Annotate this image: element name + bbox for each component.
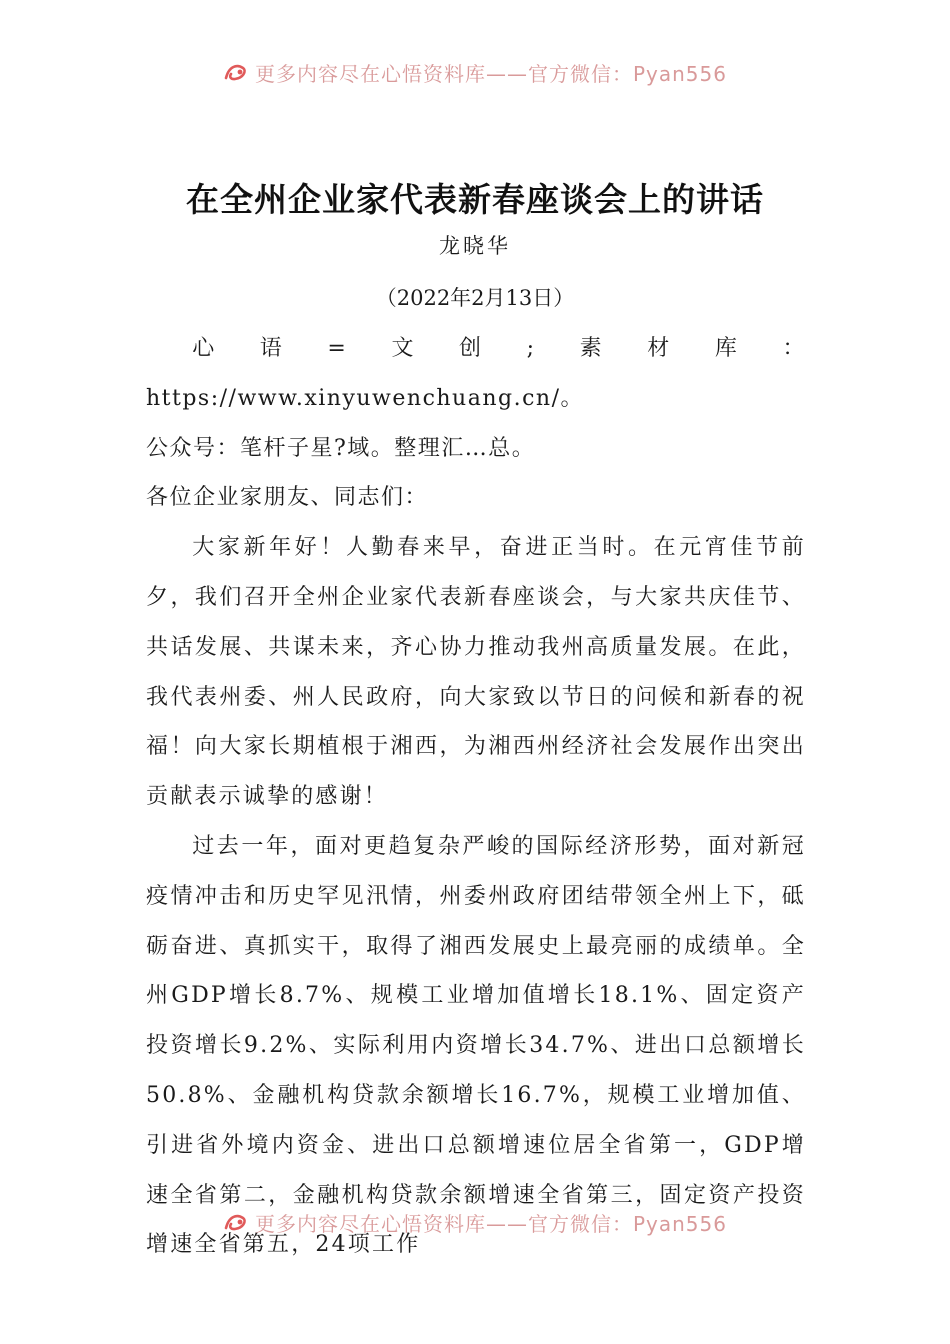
- source-line: 心语=文创;素材库：https://www.xinyuwenchuang.cn/。: [146, 336, 806, 411]
- author-name: 龙晓华: [439, 234, 511, 258]
- footer-watermark: [0, 1208, 950, 1239]
- watermark-logo-icon: [223, 62, 249, 89]
- public-account-line: 公众号：笔杆子星?域。整理汇…总。: [146, 435, 536, 461]
- document-body: [146, 324, 806, 1270]
- paragraph: 大家新年好！人勤春来早，奋进正当时。在元宵佳节前夕，我们召开全州企业家代表新春座谈会，与大家共庆佳节、共话发展、共谋未来，齐心协力推动我州高质量发展。在此，我代表州委、州人民政府，向大家致以节日的问候和新春的祝福！向大家长期植根于湘西，为湘西州经济社会发展作出突出贡献表示诚挚的感谢！: [146, 535, 806, 810]
- watermark-logo-icon: [223, 1212, 249, 1239]
- watermark-text: 更多内容尽在心悟资料库——官方微信：Pyan556: [254, 1212, 727, 1236]
- speech-date: （2022年2月13日）: [375, 286, 575, 310]
- header-watermark: [0, 58, 950, 89]
- salutation: 各位企业家朋友、同志们：: [146, 485, 429, 511]
- watermark-text: 更多内容尽在心悟资料库——官方微信：Pyan556: [254, 62, 727, 86]
- page-title: 在全州企业家代表新春座谈会上的讲话: [186, 180, 764, 219]
- paragraph: 过去一年，面对更趋复杂严峻的国际经济形势，面对新冠疫情冲击和历史罕见汛情，州委州政府团结带领全州上下，砥砺奋进、真抓实干，取得了湘西发展史上最亮丽的成绩单。全州GDP增长8.7%、规模工业增加值增长18.1%、固定资产投资增长9.2%、实际利用内资增长34.7%、进出口总额增长50.8%、金融机构贷款余额增长16.7%，规模工业增加值、引进省外境内资金、进出口总额增速位居全省第一，GDP增速全省第二，金融机构贷款余额增速全省第三，固定资产投资增速全省第五，24项工作: [146, 833, 806, 1258]
